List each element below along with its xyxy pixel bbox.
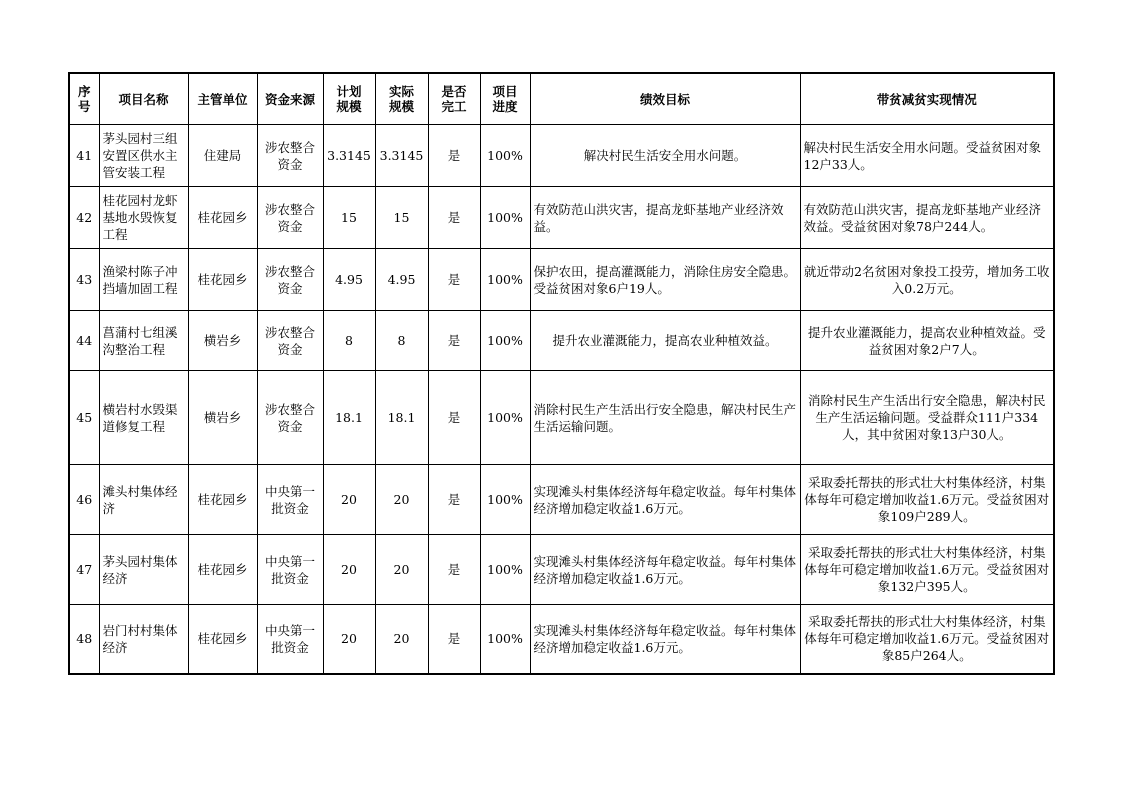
table-body: [69, 125, 1054, 674]
table-row: [69, 249, 1054, 311]
table-row: [69, 311, 1054, 371]
cell-progress: 100%: [480, 605, 530, 674]
cell-name: 菖蒲村七组溪沟整治工程: [99, 311, 188, 371]
cell-plan: 20: [323, 465, 375, 535]
cell-actual: 20: [375, 465, 428, 535]
cell-effect: 就近带动2名贫困对象投工投劳，增加务工收入0.2万元。: [800, 249, 1054, 311]
cell-fund: 涉农整合资金: [257, 371, 323, 465]
cell-seq: 46: [69, 465, 99, 535]
cell-goal: 解决村民生活安全用水问题。: [530, 125, 800, 187]
cell-effect: 提升农业灌溉能力，提高农业种植效益。受益贫困对象2户7人。: [800, 311, 1054, 371]
header-row: [69, 73, 1054, 125]
cell-unit: 桂花园乡: [188, 249, 257, 311]
cell-fund: 涉农整合资金: [257, 125, 323, 187]
cell-effect: 采取委托帮扶的形式壮大村集体经济，村集体每年可稳定增加收益1.6万元。受益贫困对象109户289人。: [800, 465, 1054, 535]
header-goal: 绩效目标: [530, 73, 800, 125]
cell-done: 是: [428, 605, 480, 674]
header-name: 项目名称: [99, 73, 188, 125]
cell-goal: 实现滩头村集体经济每年稳定收益。每年村集体经济增加稳定收益1.6万元。: [530, 535, 800, 605]
cell-actual: 20: [375, 535, 428, 605]
cell-seq: 48: [69, 605, 99, 674]
cell-done: 是: [428, 465, 480, 535]
header-actual: 实际规模: [375, 73, 428, 125]
cell-progress: 100%: [480, 371, 530, 465]
cell-plan: 20: [323, 605, 375, 674]
cell-goal: 有效防范山洪灾害，提高龙虾基地产业经济效益。: [530, 187, 800, 249]
cell-fund: 中央第一批资金: [257, 535, 323, 605]
cell-name: 岩门村村集体经济: [99, 605, 188, 674]
cell-done: 是: [428, 249, 480, 311]
header-unit: 主管单位: [188, 73, 257, 125]
cell-goal: 实现滩头村集体经济每年稳定收益。每年村集体经济增加稳定收益1.6万元。: [530, 605, 800, 674]
cell-goal: 提升农业灌溉能力，提高农业种植效益。: [530, 311, 800, 371]
cell-progress: 100%: [480, 249, 530, 311]
cell-seq: 43: [69, 249, 99, 311]
cell-fund: 涉农整合资金: [257, 187, 323, 249]
cell-effect: 消除村民生产生活出行安全隐患，解决村民生产生活运输问题。受益群众111户334人，其中贫困对象13户30人。: [800, 371, 1054, 465]
cell-effect: 采取委托帮扶的形式壮大村集体经济，村集体每年可稳定增加收益1.6万元。受益贫困对象132户395人。: [800, 535, 1054, 605]
cell-seq: 45: [69, 371, 99, 465]
header-seq: 序号: [69, 73, 99, 125]
cell-actual: 4.95: [375, 249, 428, 311]
cell-progress: 100%: [480, 187, 530, 249]
cell-unit: 桂花园乡: [188, 187, 257, 249]
cell-done: 是: [428, 371, 480, 465]
cell-goal: 消除村民生产生活出行安全隐患，解决村民生产生活运输问题。: [530, 371, 800, 465]
cell-fund: 中央第一批资金: [257, 605, 323, 674]
header-done: 是否完工: [428, 73, 480, 125]
table-row: [69, 371, 1054, 465]
cell-plan: 8: [323, 311, 375, 371]
cell-plan: 4.95: [323, 249, 375, 311]
cell-unit: 桂花园乡: [188, 465, 257, 535]
table-row: [69, 465, 1054, 535]
cell-name: 茅头园村集体经济: [99, 535, 188, 605]
cell-unit: 横岩乡: [188, 371, 257, 465]
cell-progress: 100%: [480, 125, 530, 187]
cell-plan: 18.1: [323, 371, 375, 465]
cell-seq: 41: [69, 125, 99, 187]
cell-seq: 42: [69, 187, 99, 249]
cell-actual: 3.3145: [375, 125, 428, 187]
header-plan: 计划规模: [323, 73, 375, 125]
cell-name: 滩头村集体经济: [99, 465, 188, 535]
table-row: [69, 187, 1054, 249]
cell-progress: 100%: [480, 465, 530, 535]
cell-progress: 100%: [480, 535, 530, 605]
cell-fund: 中央第一批资金: [257, 465, 323, 535]
cell-done: 是: [428, 187, 480, 249]
cell-unit: 桂花园乡: [188, 605, 257, 674]
table-row: [69, 535, 1054, 605]
cell-actual: 15: [375, 187, 428, 249]
cell-done: 是: [428, 125, 480, 187]
cell-unit: 住建局: [188, 125, 257, 187]
project-table: [68, 72, 1055, 675]
cell-unit: 桂花园乡: [188, 535, 257, 605]
cell-plan: 15: [323, 187, 375, 249]
cell-effect: 解决村民生活安全用水问题。受益贫困对象12户33人。: [800, 125, 1054, 187]
cell-name: 渔梁村陈子冲挡墙加固工程: [99, 249, 188, 311]
cell-goal: 保护农田，提高灌溉能力，消除住房安全隐患。受益贫困对象6户19人。: [530, 249, 800, 311]
cell-progress: 100%: [480, 311, 530, 371]
cell-effect: 有效防范山洪灾害，提高龙虾基地产业经济效益。受益贫困对象78户244人。: [800, 187, 1054, 249]
table-row: [69, 605, 1054, 674]
cell-name: 茅头园村三组安置区供水主管安装工程: [99, 125, 188, 187]
cell-effect: 采取委托帮扶的形式壮大村集体经济，村集体每年可稳定增加收益1.6万元。受益贫困对象85户264人。: [800, 605, 1054, 674]
cell-actual: 18.1: [375, 371, 428, 465]
table-row: [69, 125, 1054, 187]
cell-name: 桂花园村龙虾基地水毁恢复工程: [99, 187, 188, 249]
header-fund: 资金来源: [257, 73, 323, 125]
cell-plan: 3.3145: [323, 125, 375, 187]
cell-seq: 47: [69, 535, 99, 605]
cell-done: 是: [428, 535, 480, 605]
cell-goal: 实现滩头村集体经济每年稳定收益。每年村集体经济增加稳定收益1.6万元。: [530, 465, 800, 535]
cell-fund: 涉农整合资金: [257, 249, 323, 311]
header-progress: 项目进度: [480, 73, 530, 125]
cell-actual: 20: [375, 605, 428, 674]
cell-actual: 8: [375, 311, 428, 371]
cell-fund: 涉农整合资金: [257, 311, 323, 371]
cell-seq: 44: [69, 311, 99, 371]
cell-name: 横岩村水毁渠道修复工程: [99, 371, 188, 465]
cell-unit: 横岩乡: [188, 311, 257, 371]
cell-plan: 20: [323, 535, 375, 605]
cell-done: 是: [428, 311, 480, 371]
header-effect: 带贫减贫实现情况: [800, 73, 1054, 125]
